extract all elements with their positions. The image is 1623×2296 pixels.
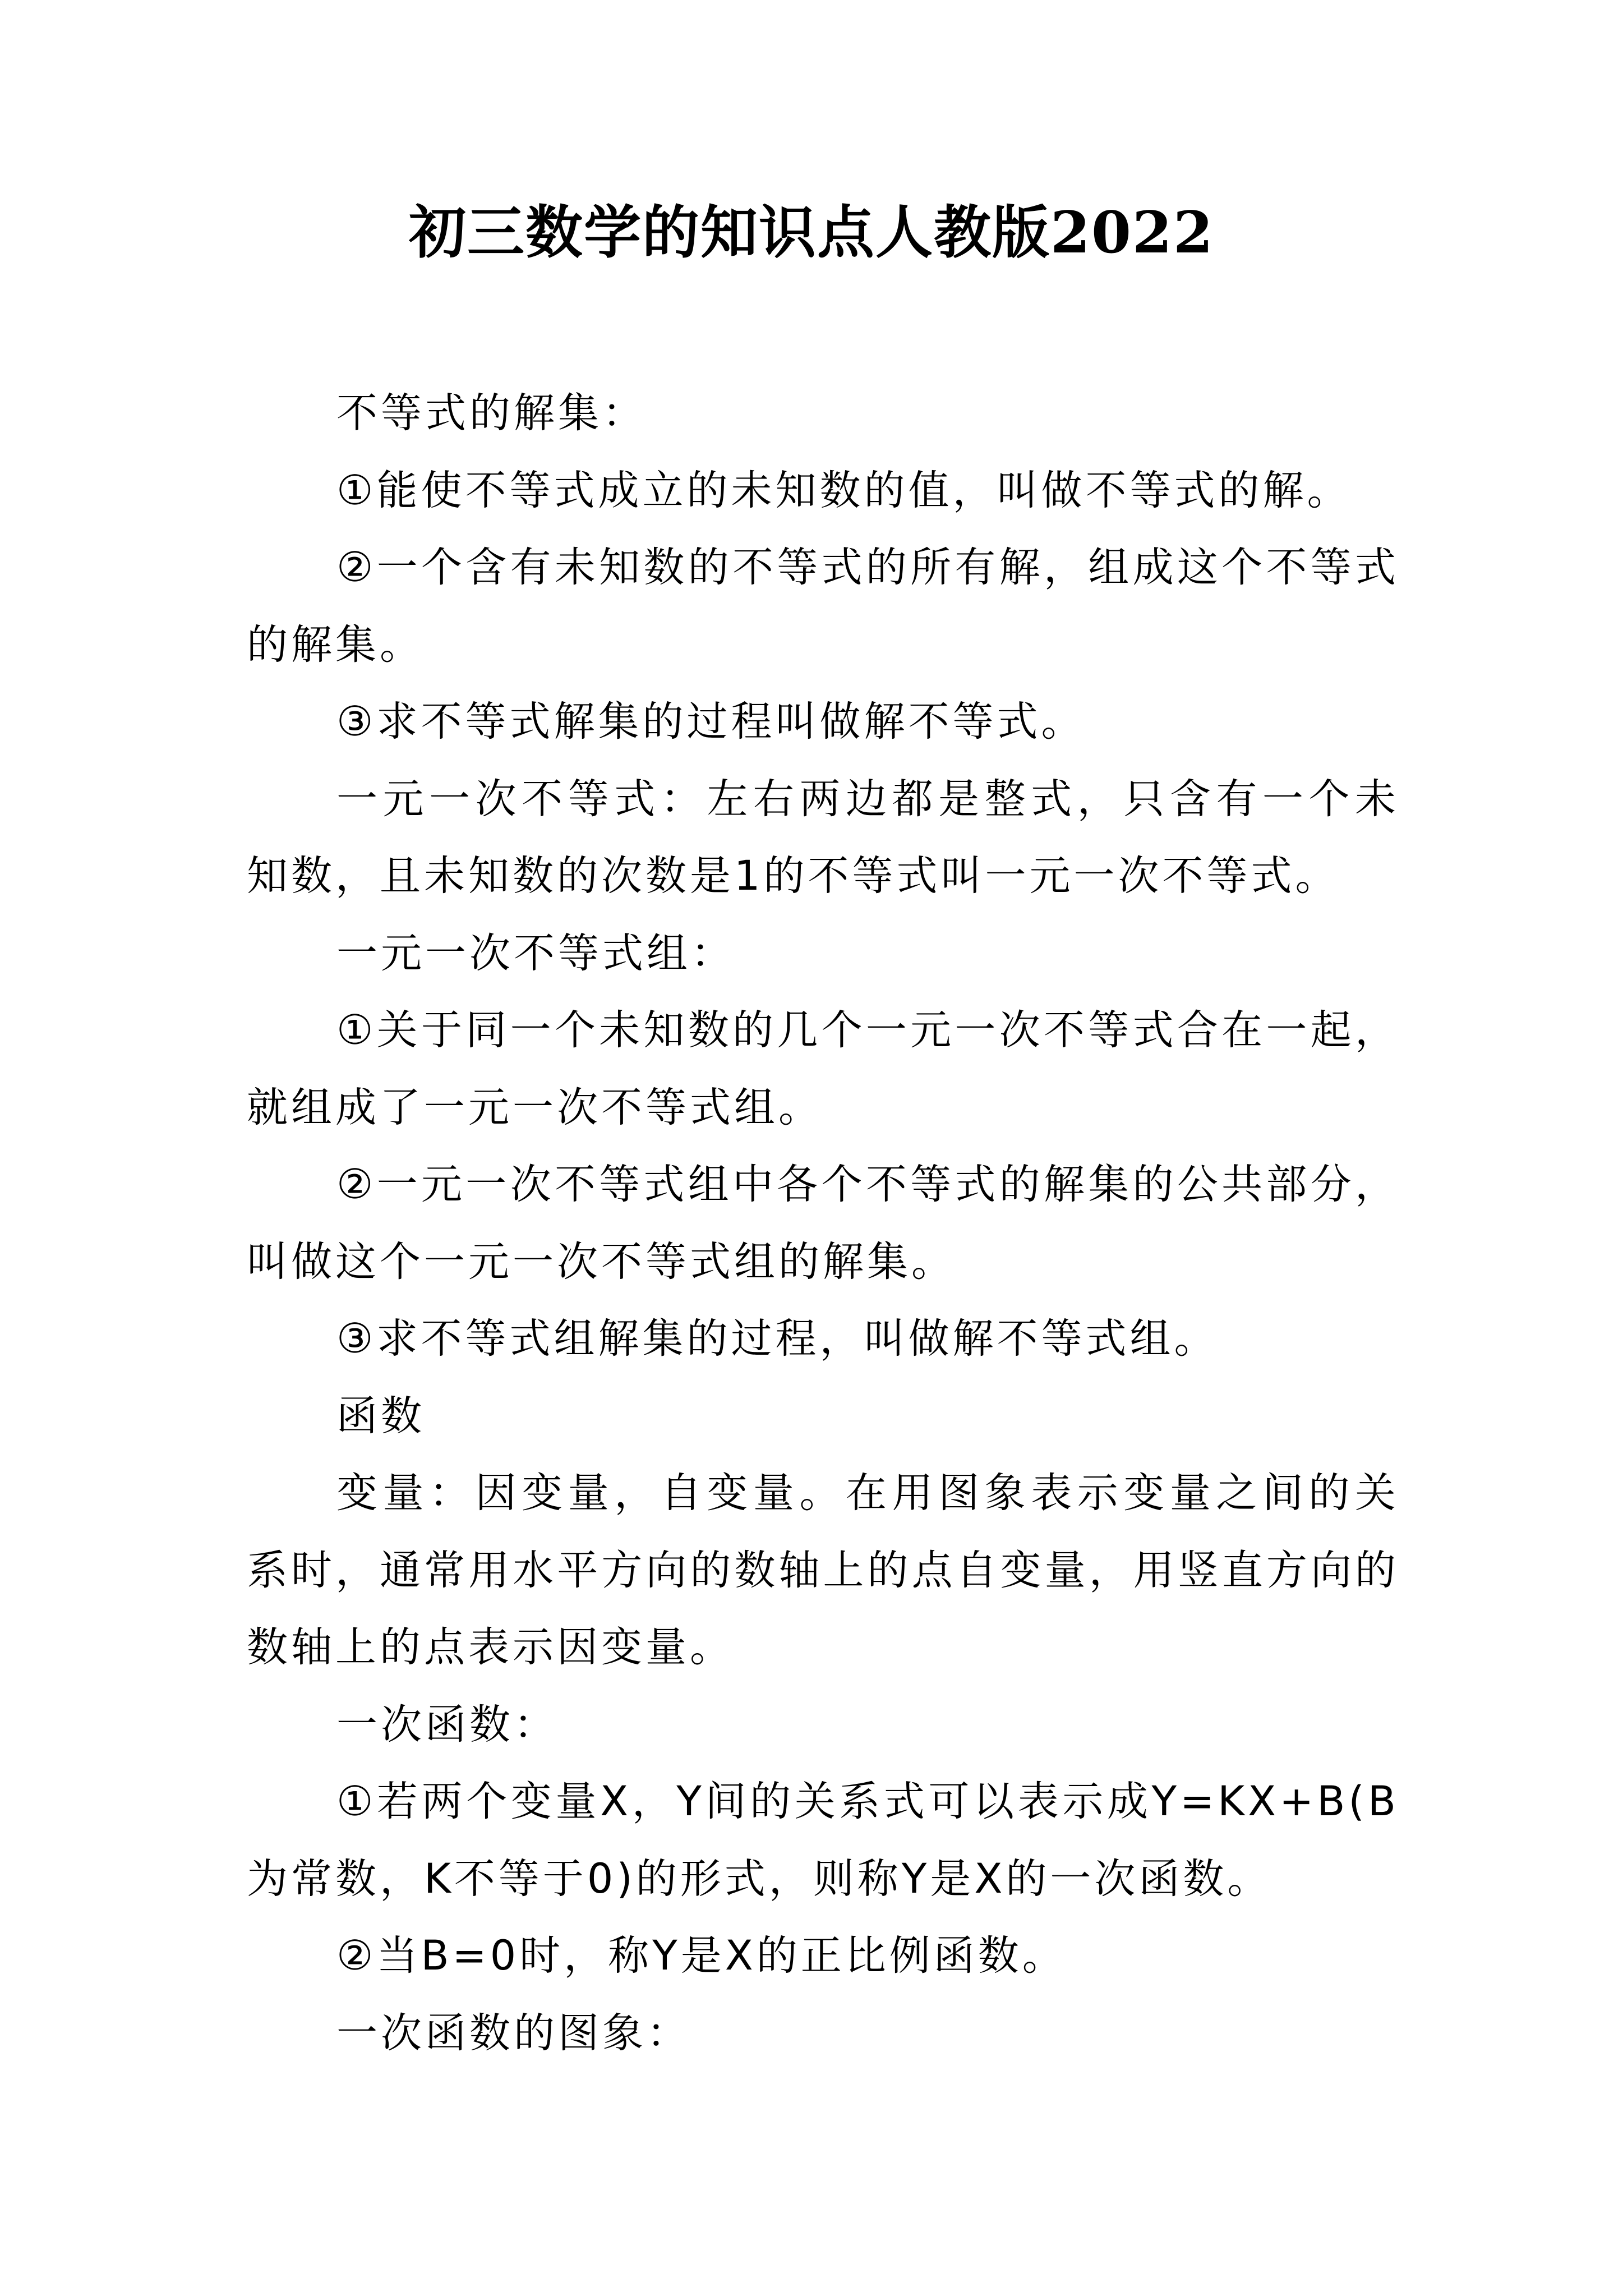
paragraph-function-heading: 函数 [336, 1392, 425, 1440]
paragraph-inequality-system-definition: ①关于同一个未知数的几个一元一次不等式合在一起，就组成了一元一次不等式组。 [247, 1006, 1399, 1131]
paragraph-solution-set-definition: ②一个含有未知数的不等式的所有解，组成这个不等式的解集。 [247, 544, 1399, 669]
paragraph-inequality-system-solution-set: ②一元一次不等式组中各个不等式的解集的公共部分，叫做这个一元一次不等式组的解集。 [247, 1161, 1399, 1286]
paragraph-linear-function-definition: ①若两个变量X，Y间的关系式可以表示成Y=KX+B(B为常数，K不等于0)的形式，则称Y是X的一次函数。 [247, 1778, 1399, 1903]
paragraph-inequality-system-heading: 一元一次不等式组： [336, 929, 735, 977]
paragraph-solving-inequality-system: ③求不等式组解集的过程，叫做解不等式组。 [336, 1315, 1219, 1363]
paragraph-variables: 变量：因变量，自变量。在用图象表示变量之间的关系时，通常用水平方向的数轴上的点自变量，用竖直方向的数轴上的点表示因变量。 [247, 1469, 1399, 1671]
document-title: 初三数学的知识点人教版2022 [409, 199, 1214, 266]
paragraph-linear-inequality: 一元一次不等式：左右两边都是整式，只含有一个未知数，且未知数的次数是1的不等式叫一元一次不等式。 [247, 775, 1399, 900]
document-body [247, 375, 1399, 2072]
paragraph-linear-function-heading: 一次函数： [336, 1700, 558, 1749]
paragraph-linear-function-graph-heading: 一次函数的图象： [336, 2009, 691, 2057]
paragraph-solving-inequality: ③求不等式解集的过程叫做解不等式。 [336, 698, 1086, 746]
paragraph-proportional-function: ②当B=0时，称Y是X的正比例函数。 [336, 1932, 1067, 1980]
paragraph-solution-set-heading: 不等式的解集： [336, 389, 647, 437]
paragraph-solution-definition: ①能使不等式成立的未知数的值，叫做不等式的解。 [336, 466, 1352, 514]
